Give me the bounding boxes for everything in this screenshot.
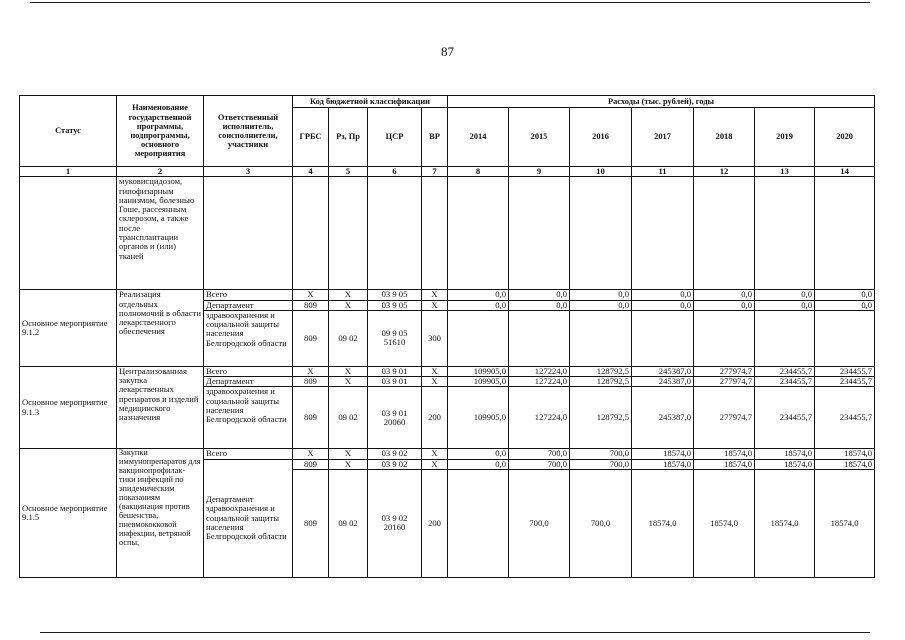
expenses-header: Расходы (тыс. рублей), годы <box>448 96 875 108</box>
value-cell: 0,0 <box>694 290 755 300</box>
csr-cell: 09 9 05 51610 <box>368 310 422 366</box>
rzpr-cell: 09 02 <box>329 310 368 366</box>
vr-cell: Х <box>422 459 448 469</box>
grbs-cell: 809 <box>293 387 329 449</box>
value-cell <box>509 310 570 366</box>
column-number: 3 <box>204 167 293 177</box>
value-cell: 0,0 <box>509 290 570 300</box>
grbs-cell: Х <box>293 290 329 300</box>
value-cell: 245387,0 <box>632 377 694 387</box>
value-cell: 18574,0 <box>815 449 875 459</box>
column-number: 1 <box>20 167 117 177</box>
year-header: 2020 <box>815 108 875 167</box>
value-cell: 0,0 <box>815 300 875 310</box>
rzpr-cell: 09 02 <box>329 469 368 577</box>
value-cell: 18574,0 <box>755 459 815 469</box>
year-header: 2014 <box>448 108 509 167</box>
value-cell: 0,0 <box>755 300 815 310</box>
budget-code-header: Код бюджетной классификации <box>293 96 448 108</box>
grbs-header: ГРБС <box>293 108 329 167</box>
csr-cell: 03 9 02 <box>368 449 422 459</box>
status-cell: Основное мероприятие 9.1.2 <box>20 290 117 367</box>
year-header: 2019 <box>755 108 815 167</box>
value-cell: 128792,5 <box>570 366 632 376</box>
empty-cell <box>422 177 448 290</box>
value-cell: 0,0 <box>448 300 509 310</box>
value-cell: 18574,0 <box>815 459 875 469</box>
value-cell: 127224,0 <box>509 387 570 449</box>
empty-cell <box>329 177 368 290</box>
grbs-cell: Х <box>293 366 329 376</box>
value-cell: 0,0 <box>755 290 815 300</box>
column-number: 9 <box>509 167 570 177</box>
value-cell: 0,0 <box>448 290 509 300</box>
value-cell: 700,0 <box>509 459 570 469</box>
value-cell: 18574,0 <box>755 449 815 459</box>
value-cell: 18574,0 <box>632 449 694 459</box>
column-number-row <box>20 167 875 177</box>
rzpr-cell: Х <box>329 459 368 469</box>
value-cell: 18574,0 <box>755 469 815 577</box>
vr-header: ВР <box>422 108 448 167</box>
column-number: 6 <box>368 167 422 177</box>
csr-cell: 03 9 01 20060 <box>368 387 422 449</box>
empty-cell <box>368 177 422 290</box>
vr-cell: Х <box>422 377 448 387</box>
value-cell: 700,0 <box>570 449 632 459</box>
top-rule <box>30 2 870 3</box>
value-cell: 109905,0 <box>448 377 509 387</box>
responsible-header: Ответственный исполнитель, соисполнители, участники <box>204 96 293 167</box>
status-header: Статус <box>20 96 117 167</box>
responsible-cell: здравоохранения и социальной защиты населения Белгородской области <box>204 387 293 449</box>
year-header: 2018 <box>694 108 755 167</box>
value-cell: 700,0 <box>509 469 570 577</box>
budget-table <box>19 95 875 578</box>
column-number: 7 <box>422 167 448 177</box>
header-row-1 <box>20 96 875 108</box>
value-cell: 277974,7 <box>694 387 755 449</box>
measure-name: Централизованная закупка лекарственных препаратов и изделий медицинского назначения <box>117 366 204 449</box>
table-row <box>20 366 875 376</box>
responsible-cell: Всего <box>204 366 293 376</box>
rzpr-header: Рз, Пр <box>329 108 368 167</box>
measure-name: Закупки иммунопрепаратов для вакцинопрофилак-тики инфекций по эпидемическим показаниям (вакцинация против бешенства, пневмококковой инфекции, ветряной оспы, <box>117 449 204 578</box>
responsible-cell: Департамент <box>204 377 293 387</box>
responsible-cell: Всего <box>204 290 293 300</box>
table-row <box>20 290 875 300</box>
column-number: 14 <box>815 167 875 177</box>
value-cell: 700,0 <box>570 469 632 577</box>
csr-cell: 03 9 05 <box>368 300 422 310</box>
csr-cell: 03 9 01 <box>368 377 422 387</box>
responsible-cell: здравоохранения и социальной защиты населения Белгородской области <box>204 310 293 366</box>
csr-cell: 03 9 02 20160 <box>368 469 422 577</box>
status-cell: Основное мероприятие 9.1.5 <box>20 449 117 578</box>
empty-cell <box>204 177 293 290</box>
value-cell: 0,0 <box>632 300 694 310</box>
value-cell: 0,0 <box>570 300 632 310</box>
value-cell <box>815 310 875 366</box>
csr-cell: 03 9 05 <box>368 290 422 300</box>
grbs-cell: 809 <box>293 300 329 310</box>
value-cell: 18574,0 <box>694 469 755 577</box>
value-cell: 0,0 <box>632 290 694 300</box>
vr-cell: 200 <box>422 469 448 577</box>
value-cell: 700,0 <box>509 449 570 459</box>
column-number: 13 <box>755 167 815 177</box>
value-cell: 127224,0 <box>509 377 570 387</box>
page-number: 87 <box>441 44 454 59</box>
vr-cell: Х <box>422 290 448 300</box>
empty-cell <box>755 177 815 290</box>
value-cell: 0,0 <box>694 300 755 310</box>
value-cell: 0,0 <box>448 449 509 459</box>
value-cell: 18574,0 <box>632 469 694 577</box>
column-number: 5 <box>329 167 368 177</box>
column-number: 2 <box>117 167 204 177</box>
column-number: 4 <box>293 167 329 177</box>
value-cell: 245387,0 <box>632 366 694 376</box>
value-cell: 18574,0 <box>694 459 755 469</box>
table-row <box>20 449 875 459</box>
rzpr-cell: 09 02 <box>329 387 368 449</box>
value-cell: 277974,7 <box>694 366 755 376</box>
name-header: Наименование государственной программы, подпрограммы, основного мероприятия <box>117 96 204 167</box>
value-cell: 234455,7 <box>815 377 875 387</box>
value-cell <box>448 310 509 366</box>
value-cell: 109905,0 <box>448 387 509 449</box>
value-cell: 234455,7 <box>755 377 815 387</box>
vr-cell: 200 <box>422 387 448 449</box>
value-cell <box>632 310 694 366</box>
empty-cell <box>293 177 329 290</box>
value-cell: 700,0 <box>570 459 632 469</box>
status-cell: Основное мероприятие 9.1.3 <box>20 366 117 449</box>
responsible-cell: Всего <box>204 449 293 459</box>
responsible-cell: Департамент здравоохранения и социальной защиты населения Белгородской области <box>204 459 293 577</box>
rzpr-cell: Х <box>329 449 368 459</box>
empty-cell <box>448 177 509 290</box>
value-cell: 234455,7 <box>815 387 875 449</box>
column-number: 8 <box>448 167 509 177</box>
value-cell <box>694 310 755 366</box>
year-header: 2017 <box>632 108 694 167</box>
grbs-cell: 809 <box>293 310 329 366</box>
grbs-cell: Х <box>293 449 329 459</box>
continuation-row <box>20 177 875 290</box>
vr-cell: Х <box>422 300 448 310</box>
empty-cell <box>694 177 755 290</box>
column-number: 12 <box>694 167 755 177</box>
value-cell: 18574,0 <box>815 469 875 577</box>
grbs-cell: 809 <box>293 459 329 469</box>
vr-cell: 300 <box>422 310 448 366</box>
value-cell: 18574,0 <box>694 449 755 459</box>
value-cell: 234455,7 <box>755 387 815 449</box>
empty-cell <box>509 177 570 290</box>
year-header: 2016 <box>570 108 632 167</box>
value-cell: 0,0 <box>815 290 875 300</box>
value-cell: 0,0 <box>509 300 570 310</box>
csr-header: ЦСР <box>368 108 422 167</box>
bottom-rule <box>40 632 870 633</box>
grbs-cell: 809 <box>293 469 329 577</box>
rzpr-cell: Х <box>329 366 368 376</box>
value-cell: 127224,0 <box>509 366 570 376</box>
rzpr-cell: Х <box>329 377 368 387</box>
measure-name: Реализация отдельных полномочий в области лекарственного обеспечения <box>117 290 204 367</box>
value-cell <box>448 469 509 577</box>
value-cell: 128792,5 <box>570 377 632 387</box>
rzpr-cell: Х <box>329 300 368 310</box>
value-cell: 0,0 <box>448 459 509 469</box>
rzpr-cell: Х <box>329 290 368 300</box>
column-number: 11 <box>632 167 694 177</box>
value-cell: 234455,7 <box>755 366 815 376</box>
empty-cell <box>632 177 694 290</box>
status-cell <box>20 177 117 290</box>
year-header: 2015 <box>509 108 570 167</box>
csr-cell: 03 9 02 <box>368 459 422 469</box>
value-cell: 109905,0 <box>448 366 509 376</box>
value-cell: 18574,0 <box>632 459 694 469</box>
vr-cell: Х <box>422 366 448 376</box>
empty-cell <box>815 177 875 290</box>
value-cell: 277974,7 <box>694 377 755 387</box>
value-cell: 245387,0 <box>632 387 694 449</box>
value-cell: 0,0 <box>570 290 632 300</box>
continuation-name-text: муковисцидозом, гипофизарным нанизмом, болезнью Гоше, рассеянным склерозом, а также после трансплантации органов и (или) тканей <box>117 177 204 290</box>
column-number: 10 <box>570 167 632 177</box>
responsible-cell: Департамент <box>204 300 293 310</box>
grbs-cell: 809 <box>293 377 329 387</box>
value-cell: 234455,7 <box>815 366 875 376</box>
csr-cell: 03 9 01 <box>368 366 422 376</box>
empty-cell <box>570 177 632 290</box>
value-cell: 128792,5 <box>570 387 632 449</box>
value-cell <box>570 310 632 366</box>
value-cell <box>755 310 815 366</box>
vr-cell: Х <box>422 449 448 459</box>
